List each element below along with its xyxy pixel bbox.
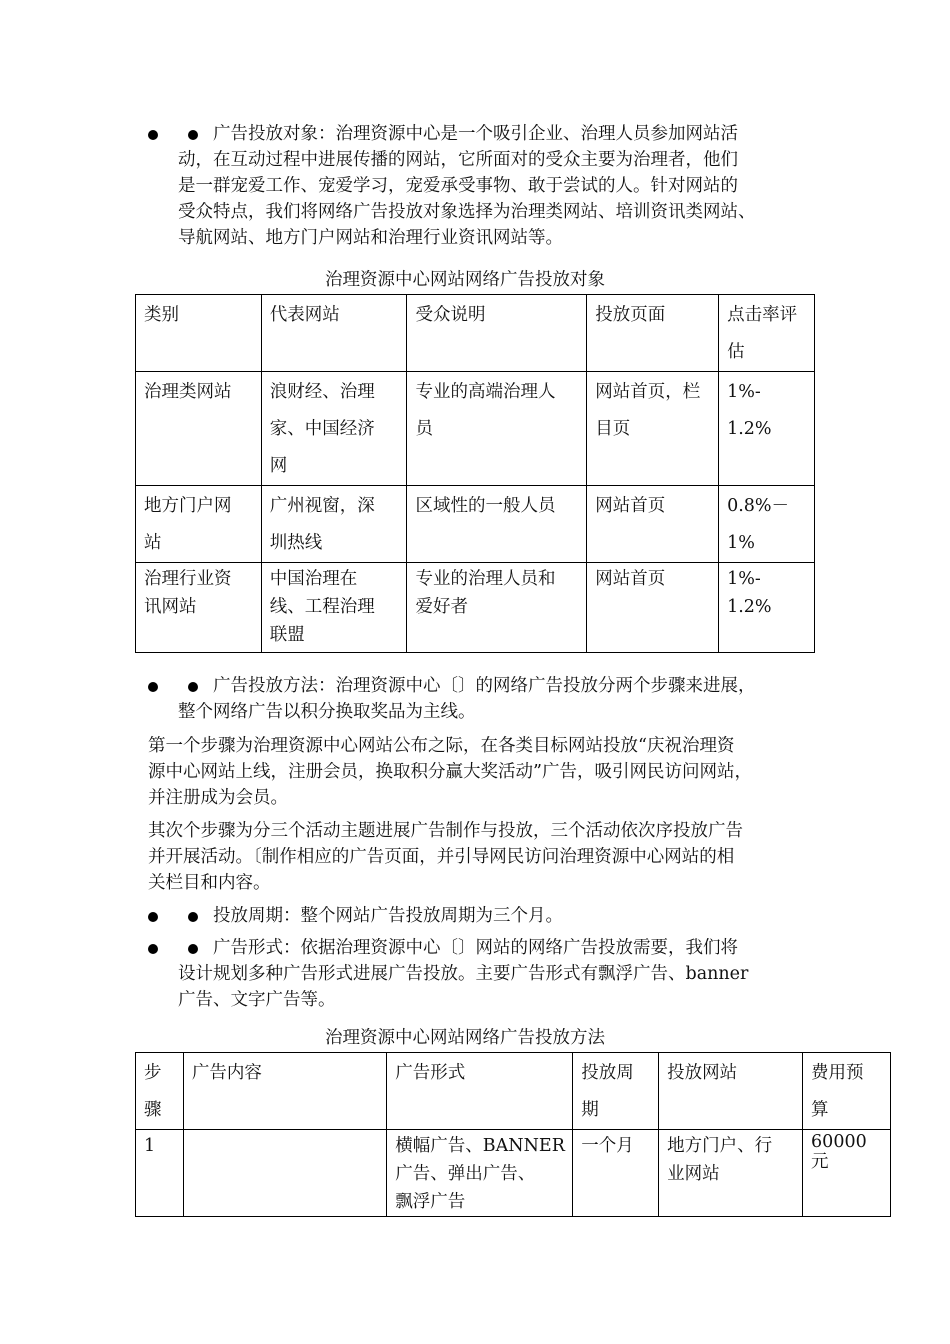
cell-text-line: 地方门户网 [144,496,232,516]
text-line: 关栏目和内容。 [148,873,271,893]
text-line: 受众特点，我们将网络广告投放对象选择为治理类网站、培训资讯类网站、 [178,202,756,222]
bullet-dot-icon [148,912,158,922]
text-line: 广告、文字广告等。 [178,990,336,1010]
table-cell [136,486,262,563]
cell-text-line: 治理类网站 [144,382,232,402]
cell-text-line: 60000 [811,1132,867,1152]
table-header-cell [719,295,815,372]
cell-text-line: 讯网站 [144,597,197,617]
cell-text-line: 受众说明 [415,305,486,325]
text-line: 投放周期：整个网站广告投放周期为三个月。 [213,906,563,926]
table-cell [587,563,719,653]
table-cell [261,372,407,486]
table-cell [136,372,262,486]
table-cell [659,1130,803,1217]
cell-text-line: 0.8%－ [727,496,790,516]
table-cell [803,1130,891,1217]
cell-text-line: 员 [415,419,433,439]
table-row [136,1130,891,1217]
bullet-dot-icon [188,682,198,692]
bullet-marker-3 [148,905,198,931]
cell-text-line: 广告、弹出广告、 [395,1164,536,1184]
cell-text-line: 广告形式 [395,1063,466,1083]
cell-text-line: 广州视窗，深 [269,496,375,516]
text-line: 第一个步骤为治理资源中心网站公布之际，在各类目标网站投放“庆祝治理资 [148,736,735,756]
text-line: 并注册成为会员。 [148,788,288,808]
table-header-cell [407,295,587,372]
table-cell [261,563,407,653]
bullet-dot-icon [188,912,198,922]
cell-text-line: 投放页面 [595,305,666,325]
bullet-dot-icon [188,130,198,140]
cell-text-line: 网站首页 [595,569,666,589]
cell-text-line: 投放周 [581,1063,634,1083]
cell-text-line: 骤 [144,1100,162,1120]
table-header-cell [803,1053,891,1130]
cell-text-line: 联盟 [269,625,305,645]
ad-period-paragraph [213,903,838,929]
cell-text-line: 1 [144,1136,156,1156]
cell-text-line: 1.2% [727,419,772,439]
cell-text-line: 投放网站 [667,1063,738,1083]
cell-text-line: 元 [811,1152,829,1172]
text-line: 广告投放对象：治理资源中心是一个吸引企业、治理人员参加网站活 [213,124,738,144]
table1-caption: 治理资源中心网站网络广告投放对象 [325,270,605,290]
table-cell [587,486,719,563]
cell-text-line: 站 [144,533,162,553]
bullet-marker-2 [148,675,198,701]
cell-text-line: 费用预 [811,1063,864,1083]
table-header-cell [573,1053,659,1130]
table-cell [719,563,815,653]
cell-text-line: 目页 [595,419,631,439]
text-line: 整个网络广告以积分换取奖品为主线。 [178,702,476,722]
cell-text-line: 线、工程治理 [269,597,375,617]
table-cell [407,372,587,486]
cell-text-line: 算 [811,1100,829,1120]
cell-text-line: 步 [144,1063,162,1083]
cell-text-line: 区域性的一般人员 [415,496,556,516]
text-line: 广告形式：依据治理资源中心〔〕网站的网络广告投放需要，我们将 [213,938,738,958]
cell-text-line: 点击率评 [727,305,798,325]
ad-method-table [135,1052,891,1217]
cell-text-line: 圳热线 [269,533,323,553]
cell-text-line: 爱好者 [415,597,468,617]
cell-text-line: 1.2% [727,597,772,617]
ad-format-paragraph [178,935,838,1013]
bullet-dot-icon [188,944,198,954]
text-line: 导航网站、地方门户网站和治理行业资讯网站等。 [178,228,563,248]
cell-text-line: 横幅广告、BANNER [395,1136,565,1156]
table-row [136,563,815,653]
table-cell [261,486,407,563]
cell-text-line: 飘浮广告 [395,1192,466,1212]
cell-text-line: 治理行业资 [144,569,232,589]
bullet-marker-4 [148,937,198,963]
cell-text-line: 家、中国经济 [269,419,375,439]
cell-text-line: 1% [727,533,755,553]
ad-target-table [135,294,815,653]
table-cell [407,563,587,653]
table-cell [719,372,815,486]
cell-text-line: 一个月 [581,1136,634,1156]
step-two-paragraph [148,818,743,896]
table-cell [136,1130,184,1217]
table-cell [573,1130,659,1217]
cell-text-line: 业网站 [667,1164,720,1184]
text-line: 并开展活动。〔制作相应的广告页面，并引导网民访问治理资源中心网站的相 [148,847,735,867]
table-row [136,486,815,563]
table-cell [587,372,719,486]
table-header-cell [659,1053,803,1130]
cell-text-line: 网站首页 [595,496,666,516]
table-header-cell [261,295,407,372]
text-line: 设计规划多种广告形式进展广告投放。主要广告形式有飘浮广告、banner [178,964,749,984]
bullet-dot-icon [148,682,158,692]
text-line: 广告投放方法：治理资源中心〔〕的网络广告投放分两个步骤来进展， [213,676,756,696]
table-header-cell [136,295,262,372]
cell-text-line: 代表网站 [269,305,340,325]
cell-text-line: 网站首页，栏 [595,382,701,402]
table-header-cell [183,1053,386,1130]
cell-text-line: 浪财经、治理 [269,382,375,402]
text-line: 其次个步骤为分三个活动主题进展广告制作与投放，三个活动依次序投放广告 [148,821,743,841]
table-header-row [136,295,815,372]
text-line: 是一群宠爱工作、宠爱学习，宠爱承受事物、敢于尝试的人。针对网站的 [178,176,738,196]
cell-text-line: 1%- [727,382,761,402]
cell-text-line: 网 [269,456,288,476]
bullet-marker-1 [148,123,198,149]
cell-text-line: 专业的治理人员和 [415,569,556,589]
table-cell [183,1130,386,1217]
table-header-cell [587,295,719,372]
ad-method-paragraph [178,673,838,725]
step-one-paragraph [148,733,752,811]
cell-text-line: 类别 [144,305,179,325]
cell-text-line: 估 [727,342,745,362]
table-header-cell [136,1053,184,1130]
table-cell [407,486,587,563]
ad-target-paragraph [178,121,838,251]
cell-text-line: 期 [581,1100,599,1120]
cell-text-line: 广告内容 [191,1063,262,1083]
table-cell [387,1130,573,1217]
bullet-dot-icon [148,130,158,140]
table-row [136,372,815,486]
cell-text-line: 地方门户、行 [667,1136,773,1156]
text-line: 动，在互动过程中进展传播的网站，它所面对的受众主要为治理者，他们 [178,150,738,170]
table-cell [136,563,262,653]
cell-text-line: 中国治理在 [269,569,358,589]
table2-caption: 治理资源中心网站网络广告投放方法 [325,1028,605,1048]
table-cell [719,486,815,563]
bullet-dot-icon [148,944,158,954]
table-header-cell [387,1053,573,1130]
table-header-row [136,1053,891,1130]
text-line: 源中心网站上线，注册会员，换取积分赢大奖活动”广告，吸引网民访问网站， [148,762,752,782]
cell-text-line: 专业的高端治理人 [415,382,556,402]
cell-text-line: 1%- [727,569,761,589]
